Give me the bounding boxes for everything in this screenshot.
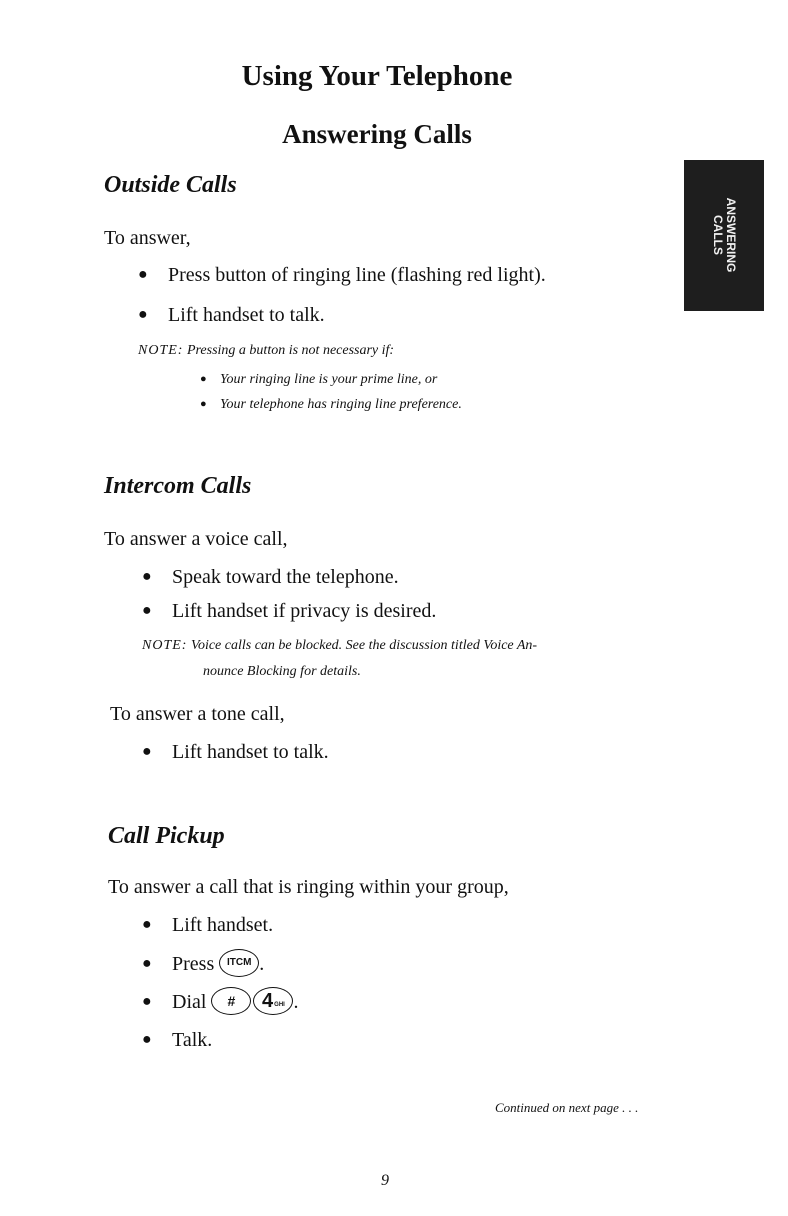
intercom-bullet-3: ● Lift handset to talk.	[142, 741, 329, 763]
pickup-bullet-2: ● Press ITCM .	[142, 953, 264, 977]
pickup-bullet-1: ● Lift handset.	[142, 914, 274, 936]
pickup-bullet-3: ● Dial # 4GHI .	[142, 991, 298, 1015]
intercom-bullet-2: ● Lift handset if privacy is desired.	[142, 600, 437, 622]
page-subtitle: Answering Calls	[282, 119, 472, 149]
outside-note-bullet-1: ● Your ringing line is your prime line, or	[200, 372, 438, 387]
intercom-intro: To answer a voice call,	[104, 528, 288, 550]
bullet-icon: ●	[142, 955, 152, 972]
outside-intro: To answer,	[104, 227, 191, 249]
pickup-intro: To answer a call that is ringing within your group,	[108, 876, 509, 898]
bullet-icon: ●	[138, 266, 148, 283]
section-heading-outside: Outside Calls	[104, 172, 237, 198]
note-lead: NOTE:	[142, 638, 188, 653]
bullet-icon: ●	[142, 568, 152, 585]
note-text: Pressing a button is not necessary if:	[186, 343, 395, 358]
outside-bullet-1: ● Press button of ringing line (flashing red light).	[138, 264, 546, 286]
side-tab	[684, 160, 764, 311]
bullet-icon: ●	[200, 398, 207, 410]
itcm-key-icon: ITCM	[219, 949, 259, 977]
intercom-intro-2: To answer a tone call,	[110, 703, 285, 725]
page-number: 9	[381, 1172, 389, 1189]
intercom-note-line-1: NOTE: Voice calls can be blocked. See the discussion titled Voice An-	[142, 638, 538, 653]
four-ghi-key-icon: 4GHI	[253, 987, 293, 1015]
intercom-bullet-1: ● Speak toward the telephone.	[142, 566, 399, 588]
section-heading-pickup: Call Pickup	[108, 823, 225, 849]
bullet-icon: ●	[142, 916, 152, 933]
bullet-icon: ●	[142, 1031, 152, 1048]
bullet-icon: ●	[200, 373, 207, 385]
outside-note	[138, 343, 394, 359]
side-tab-line1: ANSWERING	[724, 197, 738, 273]
bullet-icon: ●	[138, 306, 148, 323]
continued-note: Continued on next page . . .	[495, 1100, 639, 1115]
intercom-note-line-2: nounce Blocking for details.	[203, 664, 361, 679]
outside-bullet-2: ● Lift handset to talk.	[138, 304, 325, 326]
bullet-icon: ●	[142, 743, 152, 760]
section-heading-intercom: Intercom Calls	[104, 473, 252, 499]
bullet-icon: ●	[142, 993, 152, 1010]
side-tab-label	[711, 198, 737, 273]
outside-note-bullet-2: ● Your telephone has ringing line preference.	[200, 397, 462, 412]
side-tab-line2: CALLS	[711, 214, 725, 255]
pound-key-icon: #	[211, 987, 251, 1015]
pickup-bullet-4: ● Talk.	[142, 1029, 213, 1051]
bullet-icon: ●	[142, 602, 152, 619]
note-lead: NOTE:	[138, 343, 184, 358]
page-title: Using Your Telephone	[241, 60, 513, 92]
